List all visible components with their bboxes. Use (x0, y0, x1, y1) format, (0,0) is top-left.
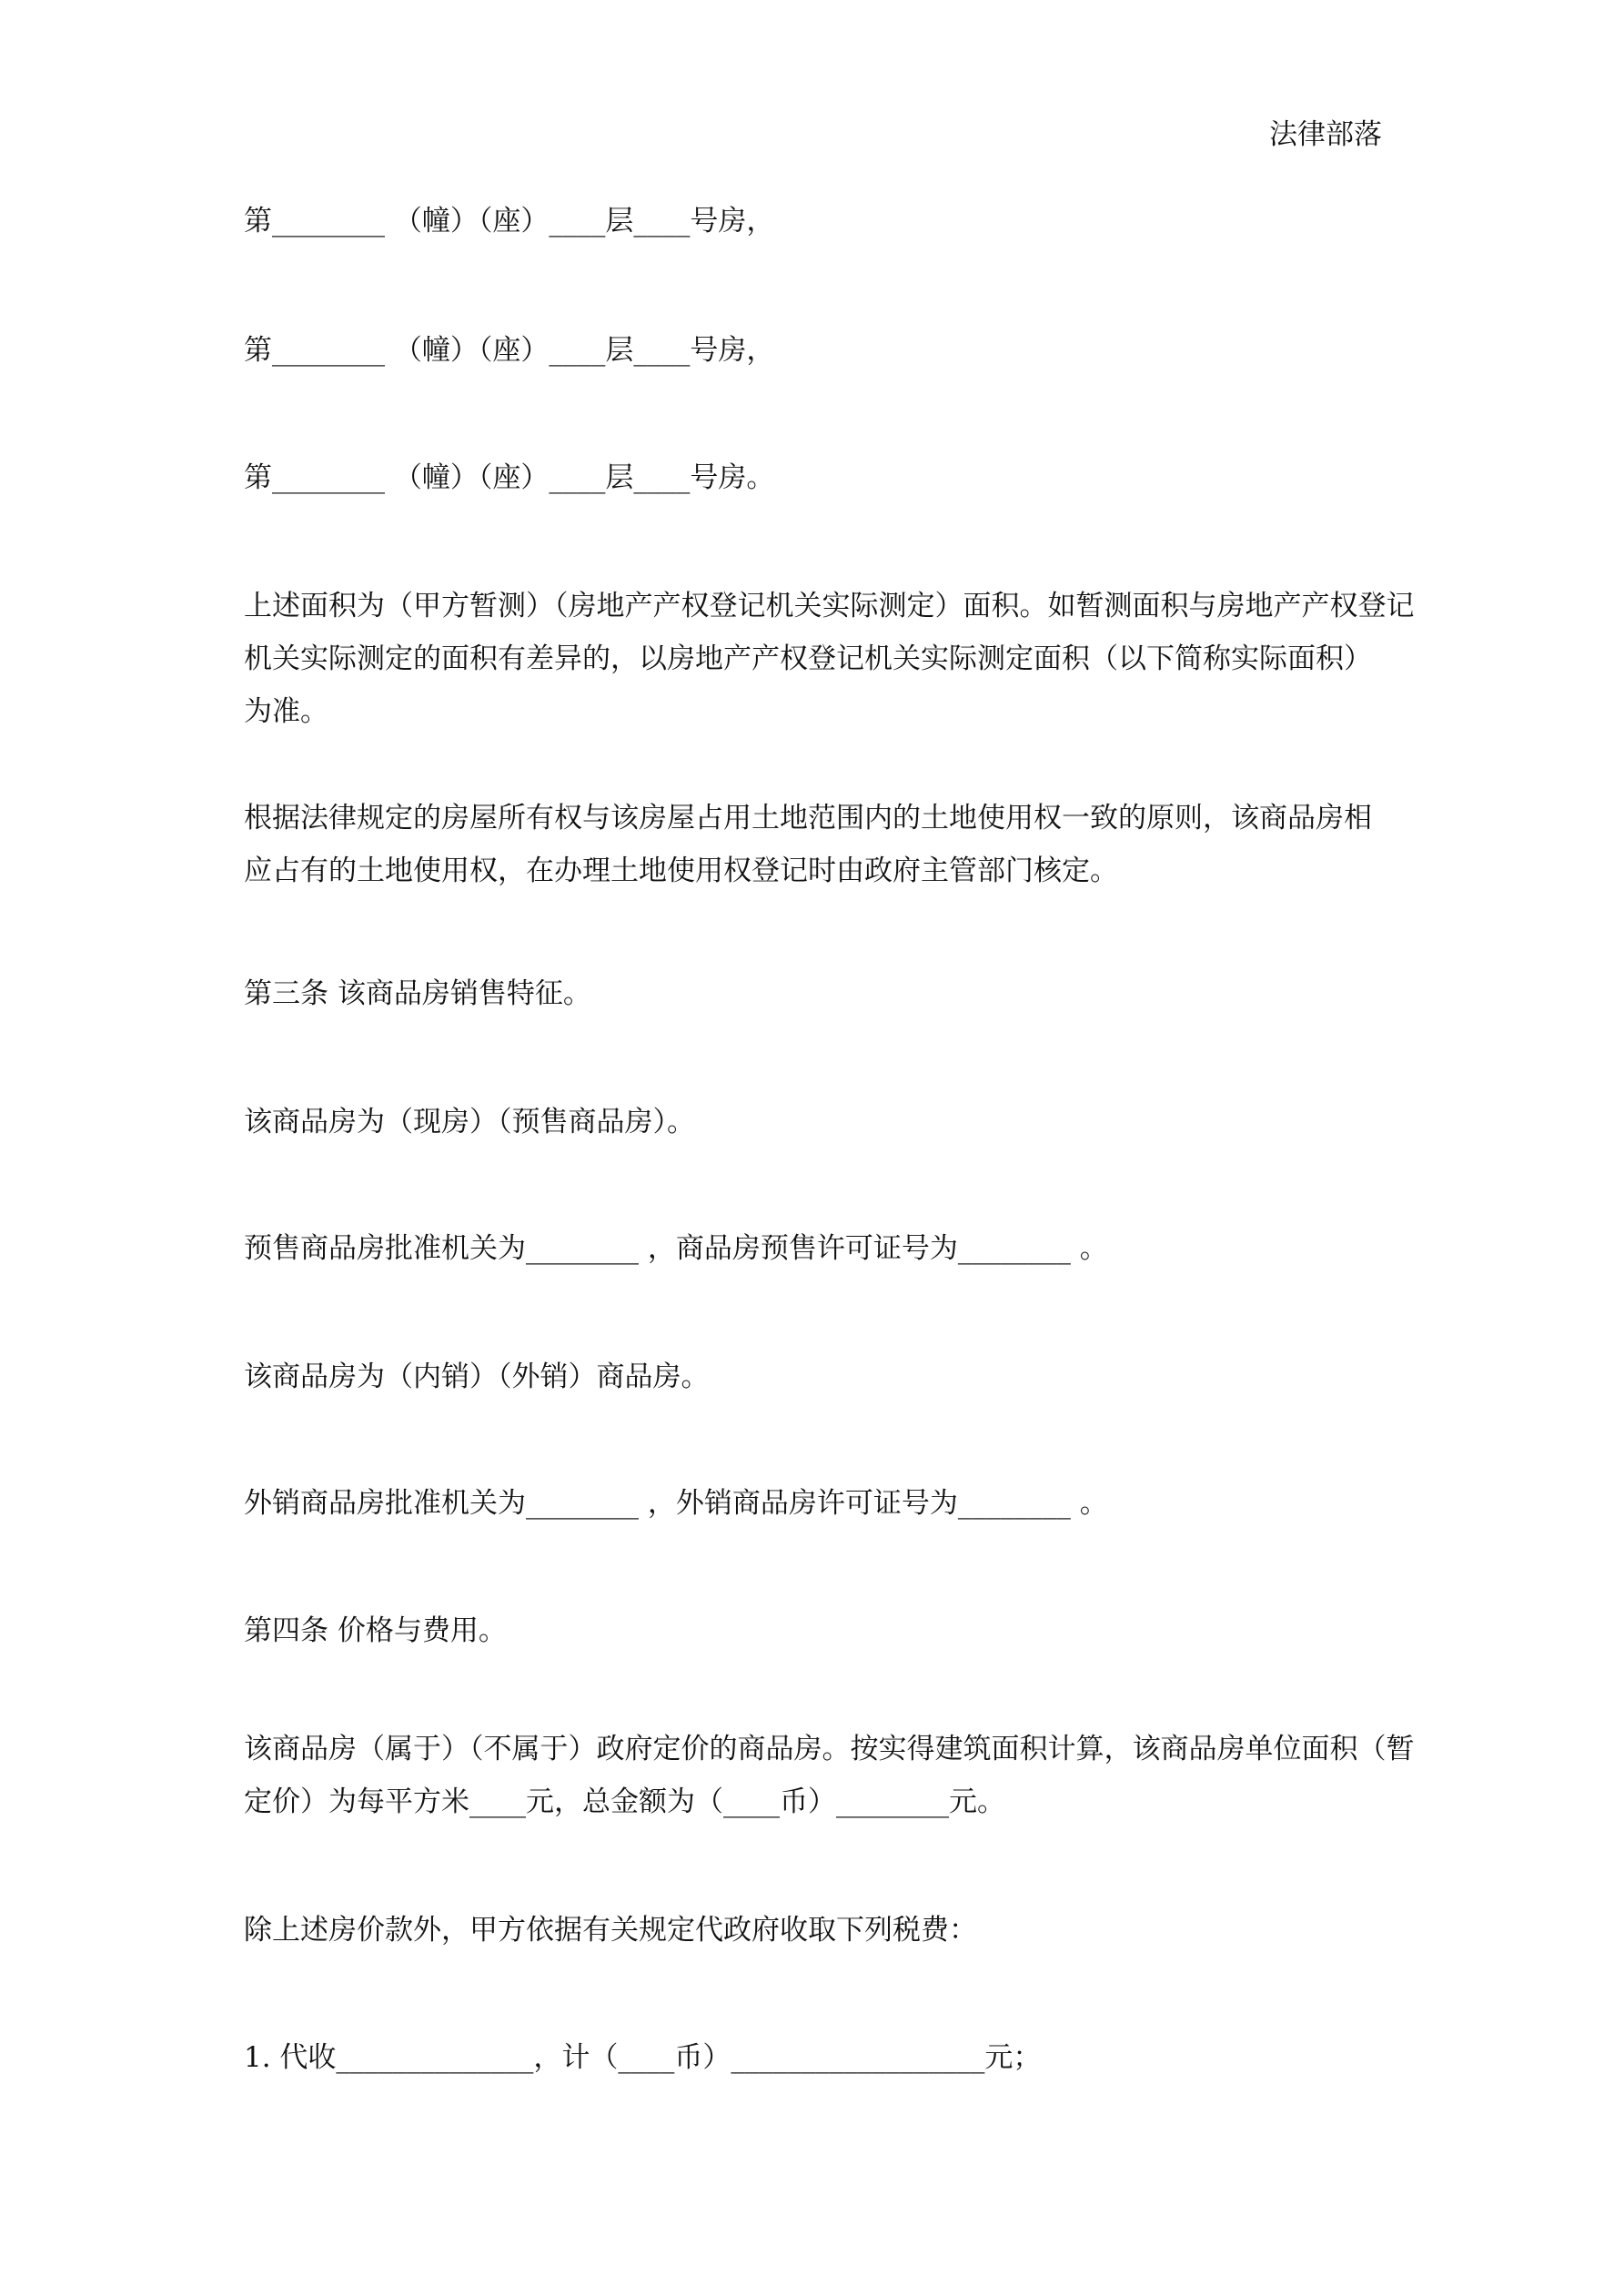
paragraph-price (244, 1723, 1415, 1828)
paragraph-room-1 (244, 195, 1383, 248)
paragraph-land-use-right (244, 792, 1383, 897)
text-line: 该商品房为（内销）（外销）商品房。 (244, 1360, 710, 1393)
article-4-heading (244, 1604, 1383, 1657)
text-line: 根据法律规定的房屋所有权与该房屋占用土地范围内的土地使用权一致的原则，该商品房相 (244, 802, 1372, 834)
text-line: 外销商品房批准机关为________ ，外销商品房许可证号为________ 。 (244, 1487, 1108, 1520)
text-line: 除上述房价款外，甲方依据有关规定代政府收取下列税费： (244, 1914, 977, 1947)
text-line: 定价）为每平方米____元，总金额为（____币）________元。 (244, 1785, 1005, 1818)
text-line: 预售商品房批准机关为________ ，商品房预售许可证号为________ 。 (244, 1232, 1108, 1265)
text-line: 上述面积为（甲方暂测）（房地产产权登记机关实际测定）面积。如暂测面积与房地产产权登记 (244, 590, 1415, 622)
paragraph-tax-item-1 (244, 2031, 1383, 2084)
text-line: 机关实际测定的面积有差异的，以房地产产权登记机关实际测定面积（以下简称实际面积） (244, 642, 1372, 675)
text-line: 第三条 该商品房销售特征。 (244, 977, 591, 1010)
paragraph-room-2 (244, 324, 1383, 377)
page-header-source: 法律部落 (1269, 118, 1382, 151)
text-line: 为准。 (244, 695, 328, 728)
paragraph-presale-permit (244, 1222, 1383, 1275)
paragraph-foreign-permit (244, 1477, 1383, 1530)
text-line: 第________ （幢）（座）____层____号房， (244, 205, 775, 238)
paragraph-taxes-intro (244, 1904, 1383, 1957)
paragraph-area-note (244, 580, 1415, 738)
paragraph-room-3 (244, 451, 1383, 504)
text-line: 该商品房（属于）（不属于）政府定价的商品房。按实得建筑面积计算，该商品房单位面积（暂 (244, 1733, 1415, 1765)
text-line: 1. 代收______________，计（____币）__________________元； (244, 2041, 1042, 2074)
text-line: 第________ （幢）（座）____层____号房， (244, 334, 775, 367)
article-3-heading (244, 967, 1383, 1020)
paragraph-domestic-foreign (244, 1350, 1383, 1403)
text-line: 该商品房为（现房）（预售商品房）。 (244, 1106, 695, 1138)
text-line: 第________ （幢）（座）____层____号房。 (244, 461, 775, 494)
text-line: 应占有的土地使用权，在办理土地使用权登记时由政府主管部门核定。 (244, 855, 1118, 887)
paragraph-house-type (244, 1096, 1383, 1148)
text-line: 第四条 价格与费用。 (244, 1614, 507, 1647)
